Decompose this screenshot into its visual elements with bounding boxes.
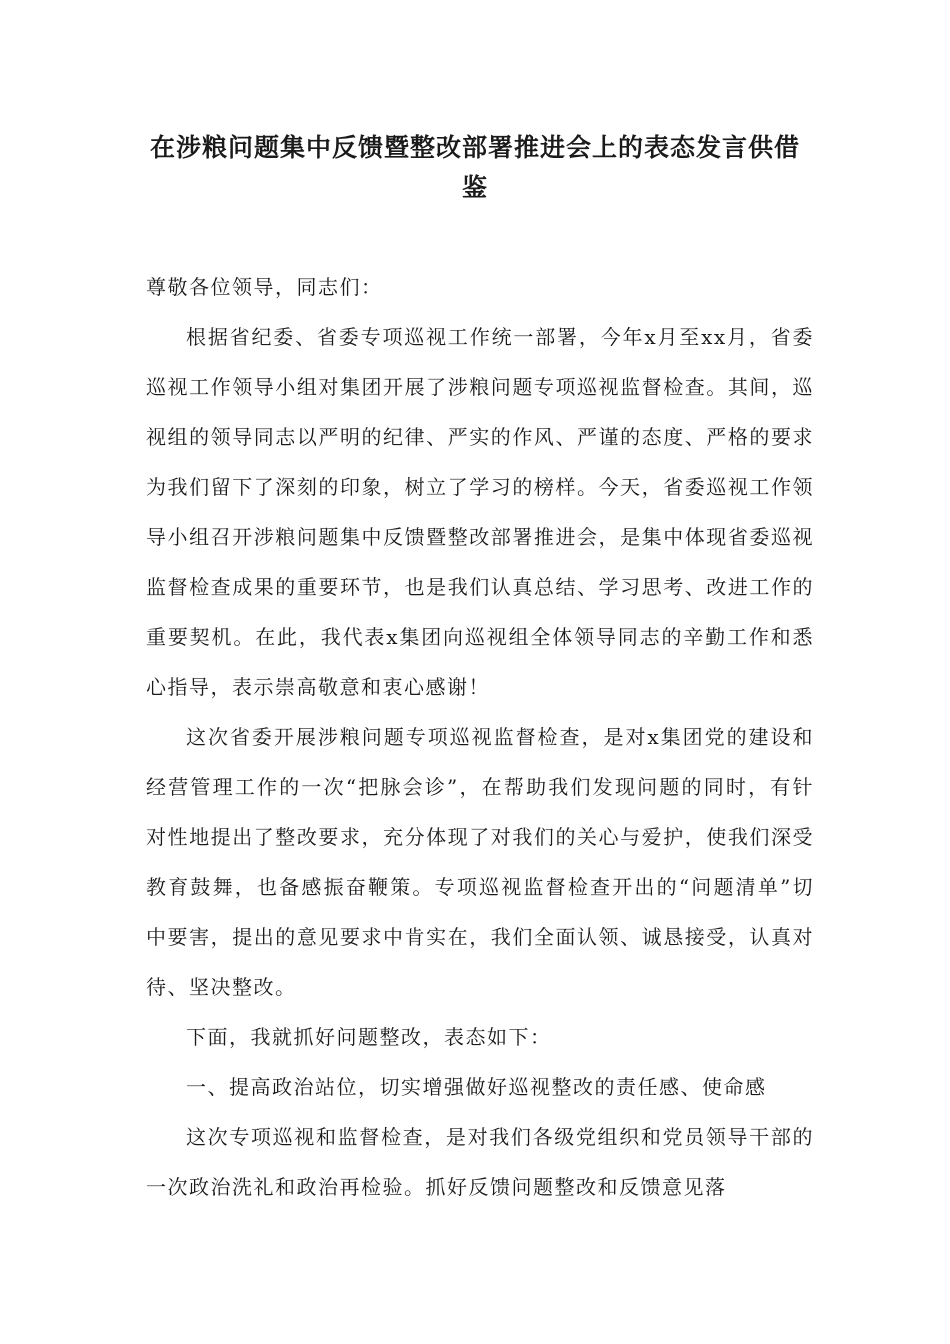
section-paragraph: 这次专项巡视和监督检查，是对我们各级党组织和党员领导干部的一次政治洗礼和政治再检验。抓好反馈问题整改和反馈意见落: [146, 1125, 814, 1199]
paragraph-inspection: 这次省委开展涉粮问题专项巡视监督检查，是对x集团党的建设和经营管理工作的一次“把脉会诊”，在帮助我们发现问题的同时，有针对性地提出了整改要求，充分体现了对我们的关心与爱护，使我们深受教育鼓舞，也备感振奋鞭策。专项巡视监督检查开出的“问题清单”切中要害，提出的意见要求中肯实在，我们全面认领、诚恳接受，认真对待、坚决整改。: [146, 725, 814, 999]
paragraph-intro: 根据省纪委、省委专项巡视工作统一部署，今年x月至xx月，省委巡视工作领导小组对集团开展了涉粮问题专项巡视监督检查。其间，巡视组的领导同志以严明的纪律、严实的作风、严谨的态度、严格的要求为我们留下了深刻的印象，树立了学习的榜样。今天，省委巡视工作领导小组召开涉粮问题集中反馈暨整改部署推进会，是集中体现省委巡视监督检查成果的重要环节，也是我们认真总结、学习思考、改进工作的重要契机。在此，我代表x集团向巡视组全体领导同志的辛勤工作和悉心指导，表示崇高敬意和衷心感谢！: [146, 325, 814, 699]
section-heading: 一、提高政治站位，切实增强做好巡视整改的责任感、使命感: [186, 1075, 767, 1099]
document-title: 在涉粮问题集中反馈暨整改部署推进会上的表态发言供借鉴: [150, 133, 801, 202]
document-body: [146, 262, 814, 1212]
paragraph-statement-intro: 下面，我就抓好问题整改，表态如下：: [186, 1025, 552, 1049]
salutation: 尊敬各位领导，同志们：: [146, 275, 383, 299]
